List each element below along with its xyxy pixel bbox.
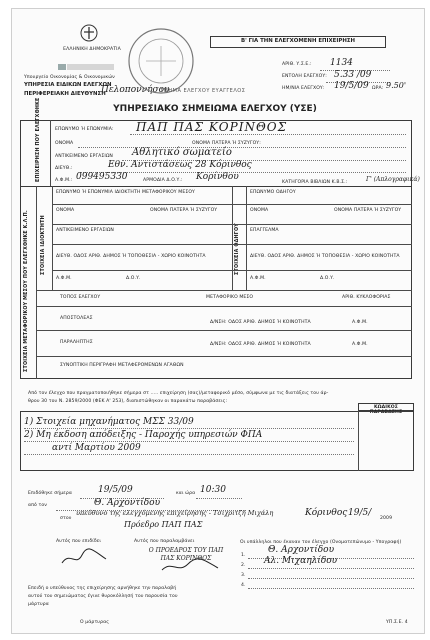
delivered-date-value: 19/5/09 [98, 485, 133, 495]
driver-doy-label: Δ.Ο.Υ. [320, 276, 335, 281]
officer-line-4 [248, 588, 414, 589]
business-name-line [130, 134, 406, 135]
form-title: ΥΠΗΡΕΣΙΑΚΟ ΣΗΜΕΙΩΜΑ ΕΛΕΓΧΟΥ (ΥΣΕ) [113, 104, 317, 114]
transport-row-8 [36, 356, 412, 357]
coat-of-arms-icon [80, 24, 98, 44]
delivered-from-label: από τον [28, 503, 47, 508]
business-activity-label: ΑΝΤΙΚΕΙΜΕΝΟ ΕΡΓΑΣΙΩΝ [55, 154, 113, 159]
receiver-stamp-text: Ο ΠΡΟΕΔΡΟΣ ΤΟΥ ΠΑΠ ΠΑΣ ΚΟΡΙΝΘΟΣ [148, 547, 224, 563]
officer-num-3: 3. [241, 573, 246, 578]
business-section-label: ΕΠΙΧΕΙΡΗΣΗ ΠΟΥ ΕΛΕΓΧΘΗΚΕ [36, 97, 41, 182]
transport-divider-inner [52, 186, 53, 290]
copy-type-label: Β' ΓΙΑ ΤΗΝ ΕΛΕΓΧΟΜΕΝΗ ΕΠΙΧΕΙΡΗΣΗ [240, 38, 356, 44]
arith-label: ΑΡΙΘ. Υ.Σ.Ε.: [282, 62, 312, 67]
driver-profession-label: ΕΠΑΓΓΕΛΜΑ [250, 228, 279, 233]
business-doy-label: ΑΡΜΟΔΙΑ Δ.Ο.Υ.: [143, 178, 183, 183]
check-place-label: ΤΟΠΟΣ ΕΛΕΓΧΟΥ [60, 295, 101, 300]
sender-address-label: Δ/ΝΣΗ: ΟΔΟΣ ΑΡΙΘ. ΔΗΜΟΣ Ή ΚΟΙΝΟΤΗΤΑ [210, 320, 311, 325]
signature-receiver [160, 558, 220, 576]
date-label: ΗΜ/ΝΙΑ ΕΛΕΓΧΟΥ: [282, 86, 325, 91]
owner-name-label: ΕΠΩΝΥΜΟ Ή ΕΠΩΝΥΜΙΑ ΙΔΙΟΚΤΗΤΗ ΜΕΤΑΦΟΡΙΚΟΥ ΜΕΣΟΥ [56, 190, 195, 195]
business-doy-value: Κορίνθου [196, 172, 239, 182]
business-address-value: Εθν. Αντιστάσεως 28 Κόρινθος [108, 160, 252, 170]
delivered-to-value: υπεύθυνο της ελεγχόμενης επιχείρησης - Τσιχριτζή Μιχάλη [76, 509, 274, 517]
officer-num-4: 4. [241, 583, 246, 588]
sender-label: ΑΠΟΣΤΟΛΕΑΣ [60, 316, 93, 321]
directorate-label: ΠΕΡΙΦΕΡΕΙΑΚΗ ΔΙΕΥΘΥΝΣΗ [24, 91, 106, 97]
findings-intro-1: Από τον έλεγχο που πραγματοποιήθηκε σήμερα στ ..... επιχείρηση (σας)/μεταφορικό μέσο, σύμφωνα με τις διατάξεις του άρ- [28, 391, 329, 396]
date-value: 19/5/09 [334, 81, 369, 91]
owner-activity-label: ΑΝΤΙΚΕΙΜΕΝΟ ΕΡΓΑΣΙΩΝ [56, 228, 114, 233]
driver-father-label: ΟΝΟΜΑ ΠΑΤΕΡΑ Ή ΣΥΖΥΓΟΥ [334, 208, 402, 213]
delivered-time-line [196, 498, 242, 499]
vehicle-label: ΜΕΤΑΦΟΡΙΚΟ ΜΕΣΟ [206, 295, 254, 300]
owner-section-label: ΣΤΟΙΧΕΙΑ ΙΔΙΟΚΤΗΤΗ [41, 215, 46, 275]
owner-father-label: ΟΝΟΜΑ ΠΑΤΕΡΑ Ή ΣΥΖΥΓΟΥ [150, 208, 218, 213]
sender-afm-label: Α.Φ.Μ. [352, 320, 368, 325]
ministry-label: Υπουργείο Οικονομίας & Οικονομικών [24, 75, 115, 80]
code-header-label: ΚΩΔΙΚΟΣ ΠΑΡΑΒΑΣΗΣ [369, 405, 403, 416]
business-first-name-label: ΟΝΟΜΑ [55, 141, 74, 146]
refusal-note-1: Επειδή ο υπεύθυνος της επιχείρησης αρνήθηκε την παραλαβή [28, 586, 177, 591]
business-name-label: ΕΠΩΝΥΜΟ Ή ΕΠΩΝΥΜΙΑ: [55, 127, 114, 132]
finding-line-3 [24, 454, 354, 455]
self-signer-label: Αυτός που επιδίδει [56, 539, 102, 544]
plate-label: ΑΡΙΘ. ΚΥΚΛΟΦΟΡΙΑΣ [342, 295, 391, 300]
delivered-time-value: 10:30 [200, 485, 226, 495]
business-divider [50, 120, 51, 187]
finding-item-3: αντί Μαρτίου 2009 [52, 443, 141, 453]
transport-row-3 [52, 244, 412, 245]
officer-line-3 [248, 578, 414, 579]
place-value: Κόρινθος [305, 508, 348, 518]
transport-row-7 [36, 330, 412, 331]
owner-address-label: ΔΙΕΥΘ. ΟΔΟΣ ΑΡΙΘ. ΔΗΜΟΣ Ή ΤΟΠΟΘΕΣΙΑ - ΧΩΡΙΟ ΚΟΙΝΟΤΗΤΑ [56, 254, 206, 259]
owner-driver-divider [232, 186, 233, 290]
officer-2-name: Αλ. Μιχαηλίδου [264, 556, 338, 566]
arith-value: 1134 [330, 58, 353, 68]
delivered-from-value: Θ. Αρχοντίδου [94, 498, 161, 508]
business-address-line [80, 172, 406, 173]
business-afm-label: Α.Φ.Μ.: [55, 178, 73, 183]
order-label: ΕΝΤΟΛΗ ΕΛΕΓΧΟΥ: [282, 74, 327, 79]
year-label: 2009 [380, 516, 393, 521]
driver-name-label: ΕΠΩΝΥΜΟ ΟΔΗΓΟΥ [250, 190, 296, 195]
delivered-to-label: στον [60, 516, 72, 521]
driver-section-label: ΣΤΟΙΧΕΙΑ ΟΔΗΓΟΥ [235, 223, 240, 275]
officer-1-name: Θ. Αρχοντίδου [268, 545, 335, 555]
driver-label-divider [246, 186, 247, 290]
time-value: 9.50' [386, 81, 407, 90]
finding-line-1 [24, 428, 354, 429]
refusal-note-2: αυτού του σημειώματος έγινε θυροκόλλησή του παρουσία του [28, 594, 178, 599]
owner-doy-label: Δ.Ο.Υ. [126, 276, 141, 281]
owner-afm-label: Α.Φ.Μ. [56, 276, 72, 281]
business-father-label: ΟΝΟΜΑ ΠΑΤΕΡΑ Ή ΣΥΖΥΓΟΥ: [192, 141, 261, 146]
order-value: 5.33 /09 [334, 70, 372, 80]
owner-handwritten: Πρόεδρο ΠΑΠ ΠΑΣ [124, 520, 203, 529]
place-date-value: 19/5/ [348, 508, 372, 518]
delivered-time-label: και ώρα [176, 491, 196, 496]
business-afm-value: 099495330 [76, 172, 128, 182]
official-stamp [126, 26, 196, 96]
delivered-label: Επιδόθηκε σήμερα [28, 491, 72, 496]
findings-intro-2: θρου 30 του Ν. 2859/2000 (ΦΕΚ Α' 253), διαπιστώθηκαν οι παρακάτω παραβάσεις: [28, 399, 228, 404]
business-kbs-value: Γ' (Απλογραφικά) [366, 176, 420, 183]
goods-label: ΣΥΝΟΠΤΙΚΗ ΠΕΡΙΓΡΑΦΗ ΜΕΤΑΦΕΡΟΜΕΝΩΝ ΑΓΑΘΩΝ [60, 363, 184, 368]
finding-line-2 [24, 441, 354, 442]
business-name-value: ΠΑΠ ΠΑΣ ΚΟΡΙΝΘΟΣ [136, 120, 288, 134]
business-activity-value: Αθλητικό σωματείο [132, 147, 232, 158]
transport-section-label: ΣΤΟΙΧΕΙΑ ΜΕΤΑΦΟΡΙΚΟΥ ΜΕΣΟΥ ΠΟΥ ΕΛΕΓΧΘΗΚΕ Κ.Λ.Π. [24, 210, 29, 372]
stamp-label: ΤΜΗΜΑ ΕΛΕΓΧΟΥ ΕΥΑΓΓΕΛΟΣ [160, 88, 246, 94]
officer-line-2 [248, 568, 414, 569]
business-address-label: ΔΙΕΥΘ.: [55, 166, 73, 171]
transport-row-1 [52, 204, 412, 205]
receiver-label: ΠΑΡΑΛΗΠΤΗΣ [60, 340, 93, 345]
officer-num-2: 2. [241, 563, 246, 568]
ministry-logo-icon [58, 56, 114, 64]
transport-row-6 [36, 306, 412, 307]
form-code: ΥΠ.Σ.Ε. 4 [386, 620, 408, 625]
finding-item-2: 2) Μη έκδοση απόδειξης - Παροχής υπηρεσιών ΦΠΑ [24, 430, 263, 440]
transport-row-5 [36, 290, 412, 291]
business-first-line [78, 147, 406, 148]
signature-self [60, 547, 110, 569]
directorate-handwritten: Πελοποννήσου [101, 85, 170, 95]
driver-afm-label: Α.Φ.Μ. [250, 276, 266, 281]
witness-label: Ο μάρτυρας [80, 620, 110, 625]
code-column-divider [358, 411, 359, 471]
finding-item-1: 1) Στοιχεία μηχανήματος ΜΣΣ 33/09 [24, 417, 194, 427]
business-kbs-label: ΚΑΤΗΓΟΡΙΑ ΒΙΒΛΙΩΝ Κ.Β.Σ.: [282, 180, 348, 185]
owner-first-label: ΟΝΟΜΑ [56, 208, 75, 213]
receiver-address-label: Δ/ΝΣΗ: ΟΔΟΣ ΑΡΙΘ. ΔΗΜΟΣ Ή ΚΟΙΝΟΤΗΤΑ [210, 342, 311, 347]
transport-row-2 [52, 224, 412, 225]
service-label: ΥΠΗΡΕΣΙΑ ΕΙΔΙΚΩΝ ΕΛΕΓΧΩΝ [24, 82, 112, 88]
driver-first-label: ΟΝΟΜΑ [250, 208, 269, 213]
transport-divider-outer [36, 186, 37, 379]
transport-row-4 [52, 270, 412, 271]
republic-label: ΕΛΛΗΝΙΚΗ ΔΗΜΟΚΡΑΤΙΑ [63, 47, 121, 52]
receiver-afm-label: Α.Φ.Μ. [352, 342, 368, 347]
refusal-note-3: μάρτυρα [28, 602, 49, 607]
officers-label: Οι υπάλληλοι που έκαναν τον έλεγχο (Ονοματεπώνυμο - Υπογραφή) [240, 540, 402, 545]
time-label: ΩΡΑ: [372, 86, 384, 91]
receiver-signer-label: Αυτός που παραλαμβάνει [134, 539, 195, 544]
transport-section [20, 186, 412, 379]
driver-address-label: ΔΙΕΥΘ. ΟΔΟΣ ΑΡΙΘ. ΔΗΜΟΣ Ή ΤΟΠΟΘΕΣΙΑ - ΧΩΡΙΟ ΚΟΙΝΟΤΗΤΑ [250, 254, 400, 259]
officer-num-1: 1. [241, 553, 246, 558]
